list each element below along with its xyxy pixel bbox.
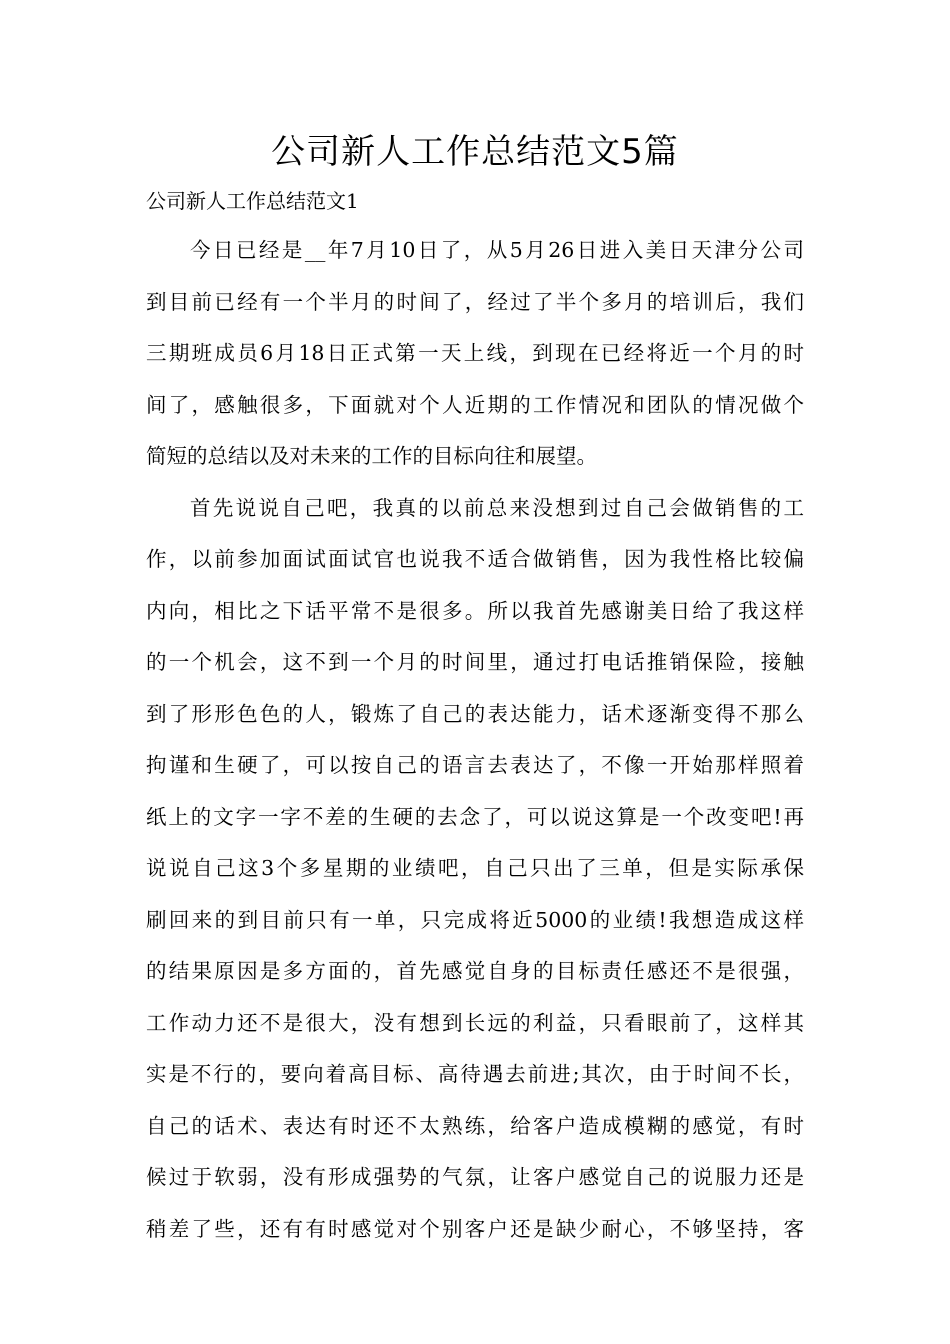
text-line: 拘谨和生硬了，可以按自己的语言去表达了，不像一开始那样照着	[146, 753, 804, 777]
text-line: 稍差了些，还有有时感觉对个别客户还是缺少耐心，不够坚持，客	[146, 1216, 804, 1241]
text-line: 自己的话术、表达有时还不太熟练，给客户造成模糊的感觉，有时	[146, 1113, 804, 1138]
text-line: 的结果原因是多方面的，首先感觉自身的目标责任感还不是很强，	[146, 959, 804, 983]
text-line: 候过于软弱，没有形成强势的气氛，让客户感觉自己的说服力还是	[146, 1165, 804, 1189]
document-body	[146, 230, 804, 1260]
document-title: 公司新人工作总结范文5篇	[271, 132, 679, 172]
text-line: 到了形形色色的人，锻炼了自己的表达能力，话术逐渐变得不那么	[146, 701, 804, 726]
text-line: 三期班成员6月18日正式第一天上线，到现在已经将近一个月的时	[146, 341, 804, 365]
text-line: 间了，感触很多，下面就对个人近期的工作情况和团队的情况做个	[146, 392, 804, 417]
paragraph	[146, 488, 804, 1261]
text-line: 今日已经是__年7月10日了，从5月26日进入美日天津分公司	[190, 238, 804, 262]
text-line: 说说自己这3个多星期的业绩吧，自己只出了三单，但是实际承保	[146, 856, 804, 880]
paragraph	[146, 230, 804, 488]
text-line: 工作动力还不是很大，没有想到长远的利益，只看眼前了，这样其	[146, 1010, 804, 1035]
text-line: 刷回来的到目前只有一单，只完成将近5000的业绩!我想造成这样	[146, 907, 804, 932]
text-line: 简短的总结以及对未来的工作的目标向往和展望。	[146, 444, 597, 468]
text-line: 首先说说自己吧，我真的以前总来没想到过自己会做销售的工	[190, 495, 804, 520]
text-line: 的一个机会，这不到一个月的时间里，通过打电话推销保险，接触	[146, 650, 804, 674]
text-line: 纸上的文字一字不差的生硬的去念了，可以说这算是一个改变吧!再	[146, 804, 804, 829]
text-line: 作，以前参加面试面试官也说我不适合做销售，因为我性格比较偏	[146, 547, 804, 571]
text-line: 到目前已经有一个半月的时间了，经过了半个多月的培训后，我们	[146, 289, 804, 314]
text-line: 实是不行的，要向着高目标、高待遇去前进;其次，由于时间不长，	[146, 1062, 804, 1086]
section-heading: 公司新人工作总结范文1	[146, 189, 359, 213]
text-line: 内向，相比之下话平常不是很多。所以我首先感谢美日给了我这样	[146, 598, 804, 623]
